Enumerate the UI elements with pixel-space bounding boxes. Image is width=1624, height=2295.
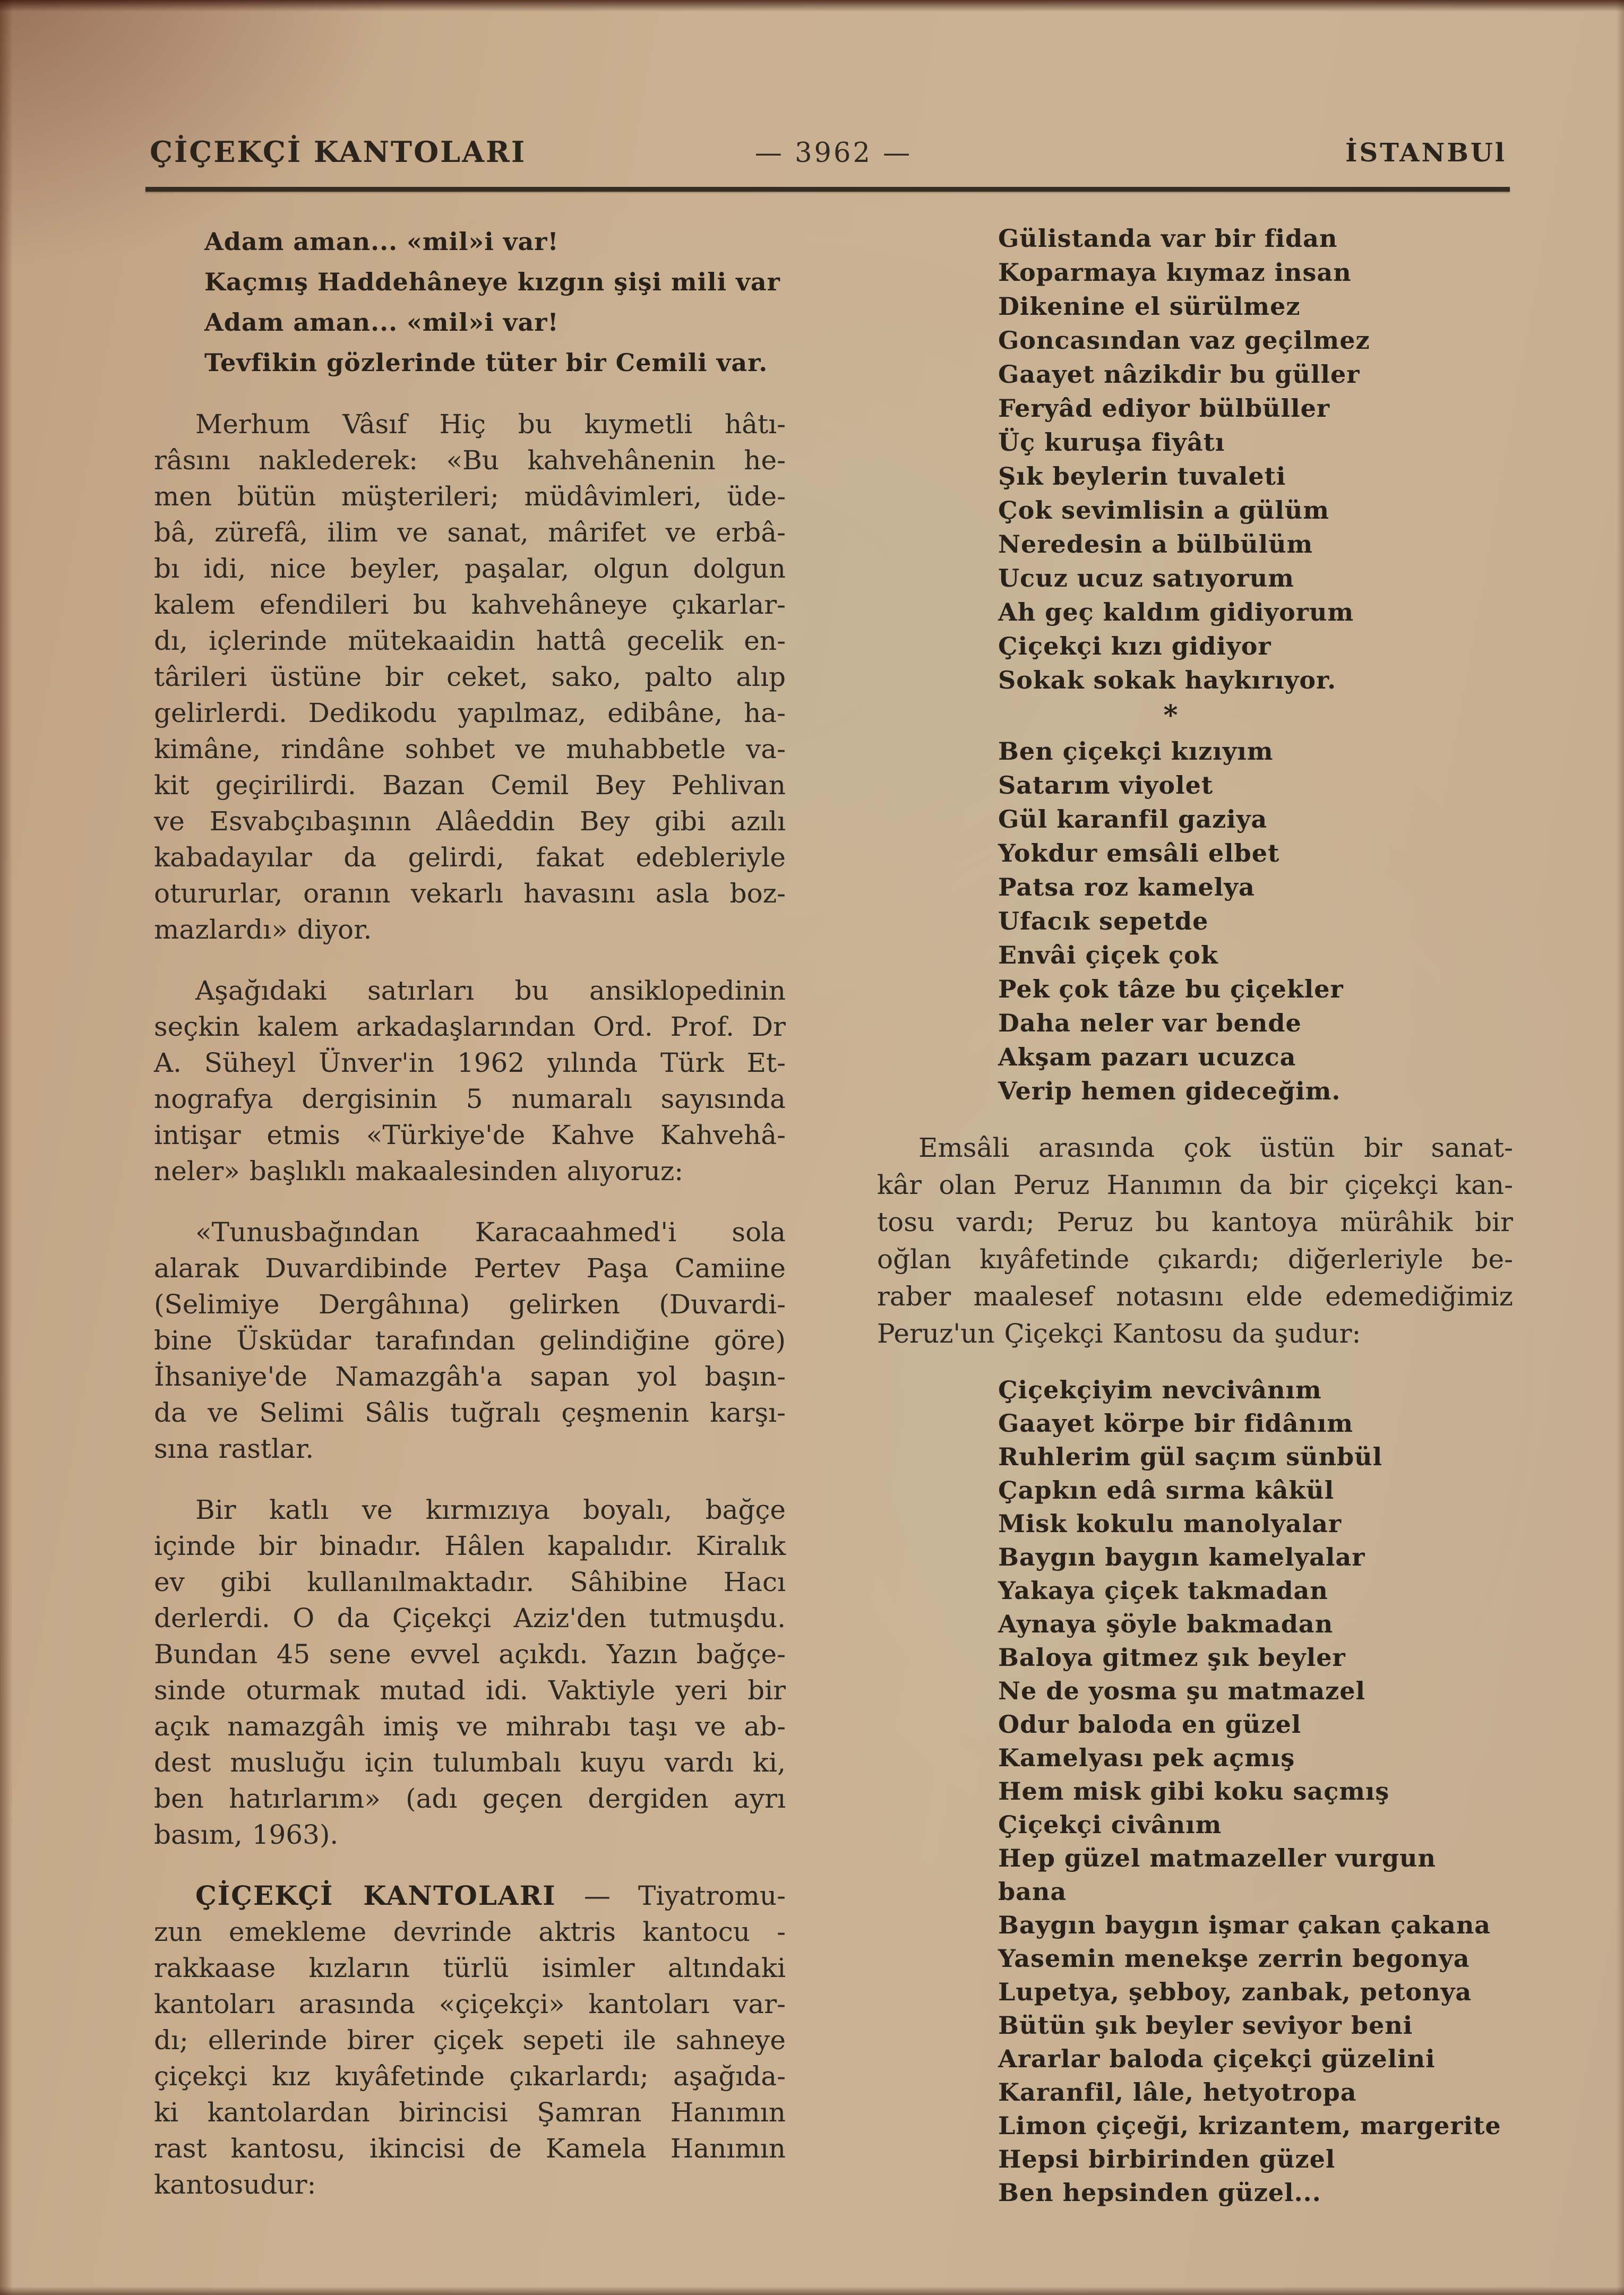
text-line: Bundan 45 sene evvel açıkdı. Yazın bağçe-	[154, 1639, 786, 1670]
text-line: (Selimiye Dergâhına) gelirken (Duvardi-	[154, 1289, 786, 1320]
paragraph-cicekci-kantolari-entry	[154, 1878, 786, 2203]
text-line: Dikenine el sürülmez	[998, 292, 1301, 321]
text-line: Ucuz ucuz satıyorum	[998, 564, 1294, 592]
text-line: basım, 1963).	[154, 1819, 339, 1850]
text-line: Çiçekçiyim nevcivânım	[998, 1376, 1322, 1404]
text-line: ve Esvabçıbaşının Alâeddin Bey gibi azılı	[154, 806, 786, 837]
text-line: tosu vardı; Peruz bu kantoya mürâhik bir	[877, 1207, 1513, 1237]
text-line: Ne de yosma şu matmazel	[998, 1677, 1365, 1705]
text-line: zun emekleme devrinde aktris kantocu -	[154, 1916, 786, 1947]
text-line: Çok sevimlisin a gülüm	[998, 496, 1330, 525]
text-line: Emsâli arasında çok üstün bir sanat-	[918, 1132, 1513, 1163]
text-line: Yakaya çiçek takmadan	[998, 1576, 1328, 1605]
text-line: Koparmaya kıymaz insan	[998, 258, 1352, 287]
text-line: Goncasından vaz geçilmez	[998, 326, 1370, 355]
text-line: kabadayılar da gelirdi, fakat edebleriyle	[154, 842, 786, 873]
text-line: Ben hepsinden güzel...	[998, 2178, 1321, 2207]
running-title-left: ÇİÇEKÇİ KANTOLARI	[150, 135, 527, 169]
text-line: otururlar, oranın vekarlı havasını asla boz-	[154, 878, 786, 909]
text-line: «Tunusbağından Karacaahmed'i sola	[195, 1217, 786, 1248]
text-line: Lupetya, şebboy, zanbak, petonya	[998, 1978, 1472, 2006]
epigraph-verse	[204, 221, 786, 383]
text-line: Limon çiçeği, krizantem, margerite	[998, 2111, 1501, 2140]
paragraph-peruz	[877, 1129, 1513, 1352]
text-line: Çapkın edâ sırma kâkül	[998, 1476, 1335, 1505]
text-line: rast kantosu, ikincisi de Kamela Hanımın	[154, 2133, 786, 2164]
text-line: Adam aman... «mil»i var!	[204, 227, 559, 256]
text-line: Baloya gitmez şık beyler	[998, 1643, 1346, 1672]
text-line: Şık beylerin tuvaleti	[998, 462, 1286, 491]
text-line: Misk kokulu manolyalar	[998, 1509, 1342, 1538]
text-line: kalem efendileri bu kahvehâneye çıkarlar-	[154, 589, 786, 620]
two-column-text	[154, 221, 1513, 2228]
text-line: Hem misk gibi koku saçmış	[998, 1777, 1390, 1806]
text-line: Adam aman... «mil»i var!	[204, 308, 559, 337]
kanto-samran	[998, 221, 1513, 697]
text-line: çiçekçi kız kıyâfetinde çıkarlardı; aşağıda-	[154, 2061, 786, 2092]
left-column	[154, 221, 786, 2228]
text-line: oğlan kıyâfetinde çıkardı; diğerleriyle be-	[877, 1244, 1513, 1275]
paragraph-bir-katli	[154, 1492, 786, 1853]
text-line: Kamelyası pek açmış	[998, 1743, 1295, 1772]
text-line: seçkin kalem arkadaşlarından Ord. Prof. Dr	[154, 1011, 786, 1042]
text-line: alarak Duvardibinde Pertev Paşa Camiine	[154, 1253, 786, 1284]
text-line: Aşağıdaki satırları bu ansiklopedinin	[195, 975, 786, 1006]
text-line: sına rastlar.	[154, 1433, 314, 1464]
text-line: dest musluğu için tulumbalı kuyu vardı ki,	[154, 1747, 786, 1778]
text-line: Aynaya şöyle bakmadan	[998, 1610, 1334, 1638]
text-line: râsını naklederek: «Bu kahvehânenin he-	[154, 445, 786, 476]
text-line: Ruhlerim gül saçım sünbül	[998, 1442, 1383, 1471]
text-line: Akşam pazarı ucuzca	[998, 1043, 1296, 1071]
text-line: Baygın baygın işmar çakan çakana	[998, 1911, 1491, 1939]
text-line: Yokdur emsâli elbet	[998, 839, 1280, 867]
text-line: kantosudur:	[154, 2169, 316, 2200]
text-line: Satarım viyolet	[998, 771, 1214, 800]
right-column	[877, 221, 1513, 2228]
text-line: kâr olan Peruz Hanımın da bir çiçekçi kan-	[877, 1170, 1513, 1200]
text-line: Ben çiçekçi kızıyım	[998, 737, 1274, 766]
poem-separator-asterisk: *	[1163, 699, 1178, 732]
text-line: sinde oturmak mutad idi. Vaktiyle yeri bir	[154, 1675, 786, 1706]
text-line: bine Üsküdar tarafından gelindiğine göre)	[154, 1325, 786, 1356]
text-line: rakkaase kızların türlü isimler altındaki	[154, 1953, 786, 1983]
text-line: Gaayet körpe bir fidânım	[998, 1409, 1354, 1438]
text-line: mazlardı» diyor.	[154, 914, 372, 945]
text-line: ben hatırlarım» (adı geçen dergiden ayrı	[154, 1783, 786, 1814]
text-line: Gül karanfil gaziya	[998, 805, 1268, 833]
paragraph-unver-source	[154, 973, 786, 1189]
text-line: kantoları arasında «çiçekçi» kantoları var-	[154, 1989, 786, 2019]
text-line: kimâne, rindâne sohbet ve muhabbetle va-	[154, 734, 786, 764]
text-line: açık namazgâh imiş ve mihrabı taşı ve ab-	[154, 1711, 786, 1742]
text-line: Daha neler var bende	[998, 1009, 1302, 1037]
text-line: ÇİÇEKÇİ KANTOLARI — Tiyatromu-	[195, 1880, 786, 1911]
text-line: nografya dergisinin 5 numaralı sayısında	[154, 1084, 786, 1114]
text-line: Sokak sokak haykırıyor.	[998, 666, 1337, 694]
text-line: gelirlerdi. Dedikodu yapılmaz, edibâne, ha-	[154, 698, 786, 728]
text-line: Çiçekçi kızı gidiyor	[998, 632, 1271, 660]
text-line: Baygın baygın kamelyalar	[998, 1543, 1365, 1571]
paragraph-lead-in: ÇİÇEKÇİ KANTOLARI	[195, 1880, 556, 1911]
running-title-right: İSTANBUl	[1345, 138, 1507, 168]
text-line: ki kantolardan birincisi Şamran Hanımın	[154, 2097, 786, 2128]
text-line: Merhum Vâsıf Hiç bu kıymetli hâtı-	[195, 409, 786, 440]
text-line: Karanfil, lâle, hetyotropa	[998, 2078, 1357, 2107]
text-line: dı; ellerinde birer çiçek sepeti ile sahneye	[154, 2025, 786, 2056]
text-line: Feryâd ediyor bülbüller	[998, 394, 1330, 423]
text-line: Ararlar baloda çiçekçi güzelini	[998, 2044, 1436, 2073]
text-line: içinde bir binadır. Hâlen kapalıdır. Kiralık	[154, 1531, 786, 1561]
kanto-peruz	[998, 1373, 1513, 2210]
header-rule	[145, 187, 1510, 192]
text-line: intişar etmis «Türkiye'de Kahve Kahvehâ-	[154, 1120, 786, 1150]
text-line: Bütün şık beyler seviyor beni	[998, 2011, 1413, 2040]
text-line: Üç kuruşa fiyâtı	[998, 428, 1225, 457]
text-line: Gaayet nâzikdir bu güller	[998, 360, 1360, 389]
text-line: bı idi, nice beyler, paşalar, olgun dolgun	[154, 553, 786, 584]
text-line: Verip hemen gideceğim.	[998, 1077, 1341, 1105]
text-line: A. Süheyl Ünver'in 1962 yılında Türk Et-	[154, 1047, 786, 1078]
text-line: Envâi çiçek çok	[998, 941, 1218, 969]
text-line: Yasemin menekşe zerrin begonya	[998, 1944, 1470, 1973]
text-line: Ufacık sepetde	[998, 907, 1209, 935]
text-line: Kaçmış Haddehâneye kızgın şişi mili var	[204, 268, 780, 296]
text-line: ev gibi kullanılmaktadır. Sâhibine Hacı	[154, 1567, 786, 1597]
text-line: raber maalesef notasını elde edemediğimiz	[877, 1281, 1513, 1312]
text-line: Neredesin a bülbülüm	[998, 530, 1313, 558]
text-line: da ve Selimi Sâlis tuğralı çeşmenin karşı-	[154, 1397, 786, 1428]
text-line: men bütün müşterileri; müdâvimleri, üde-	[154, 481, 786, 512]
text-line: dı, içlerinde mütekaaidin hattâ gecelik en-	[154, 625, 786, 656]
text-line: neler» başlıklı makaalesinden alıyoruz:	[154, 1156, 684, 1187]
text-line: Tevfikin gözlerinde tüter bir Cemili var.	[204, 348, 768, 377]
text-line: Bir katlı ve kırmızıya boyalı, bağçe	[195, 1494, 786, 1525]
text-line: İhsaniye'de Namazgâh'a sapan yol başın-	[154, 1361, 786, 1392]
text-line: Hep güzel matmazeller vurgun bana	[998, 1844, 1436, 1906]
text-line: derlerdi. O da Çiçekçi Aziz'den tutmuşdu.	[154, 1603, 786, 1634]
paragraph-vasif-hic	[154, 406, 786, 948]
text-line: Peruz'un Çiçekçi Kantosu da şudur:	[877, 1318, 1361, 1349]
text-line: târileri üstüne bir ceket, sako, palto alıp	[154, 661, 786, 692]
text-line: Gülistanda var bir fidan	[998, 224, 1338, 253]
text-line: bâ, zürefâ, ilim ve sanat, mârifet ve erbâ-	[154, 517, 786, 548]
text-line: Ah geç kaldım gidiyorum	[998, 598, 1354, 626]
text-line: kit geçirilirdi. Bazan Cemil Bey Pehlivan	[154, 770, 786, 801]
text-line: Çiçekçi civânım	[998, 1810, 1222, 1839]
page-header	[150, 0, 1513, 187]
page-number: — 3962 —	[754, 137, 913, 169]
kanto-kamela	[998, 734, 1513, 1108]
text-line: Patsa roz kamelya	[998, 873, 1255, 901]
text-line: Odur baloda en güzel	[998, 1710, 1302, 1739]
page-content	[150, 0, 1513, 2228]
paragraph-tunusbagi	[154, 1214, 786, 1467]
text-line: Hepsi birbirinden güzel	[998, 2145, 1336, 2173]
text-line: Pek çok tâze bu çiçekler	[998, 975, 1344, 1003]
